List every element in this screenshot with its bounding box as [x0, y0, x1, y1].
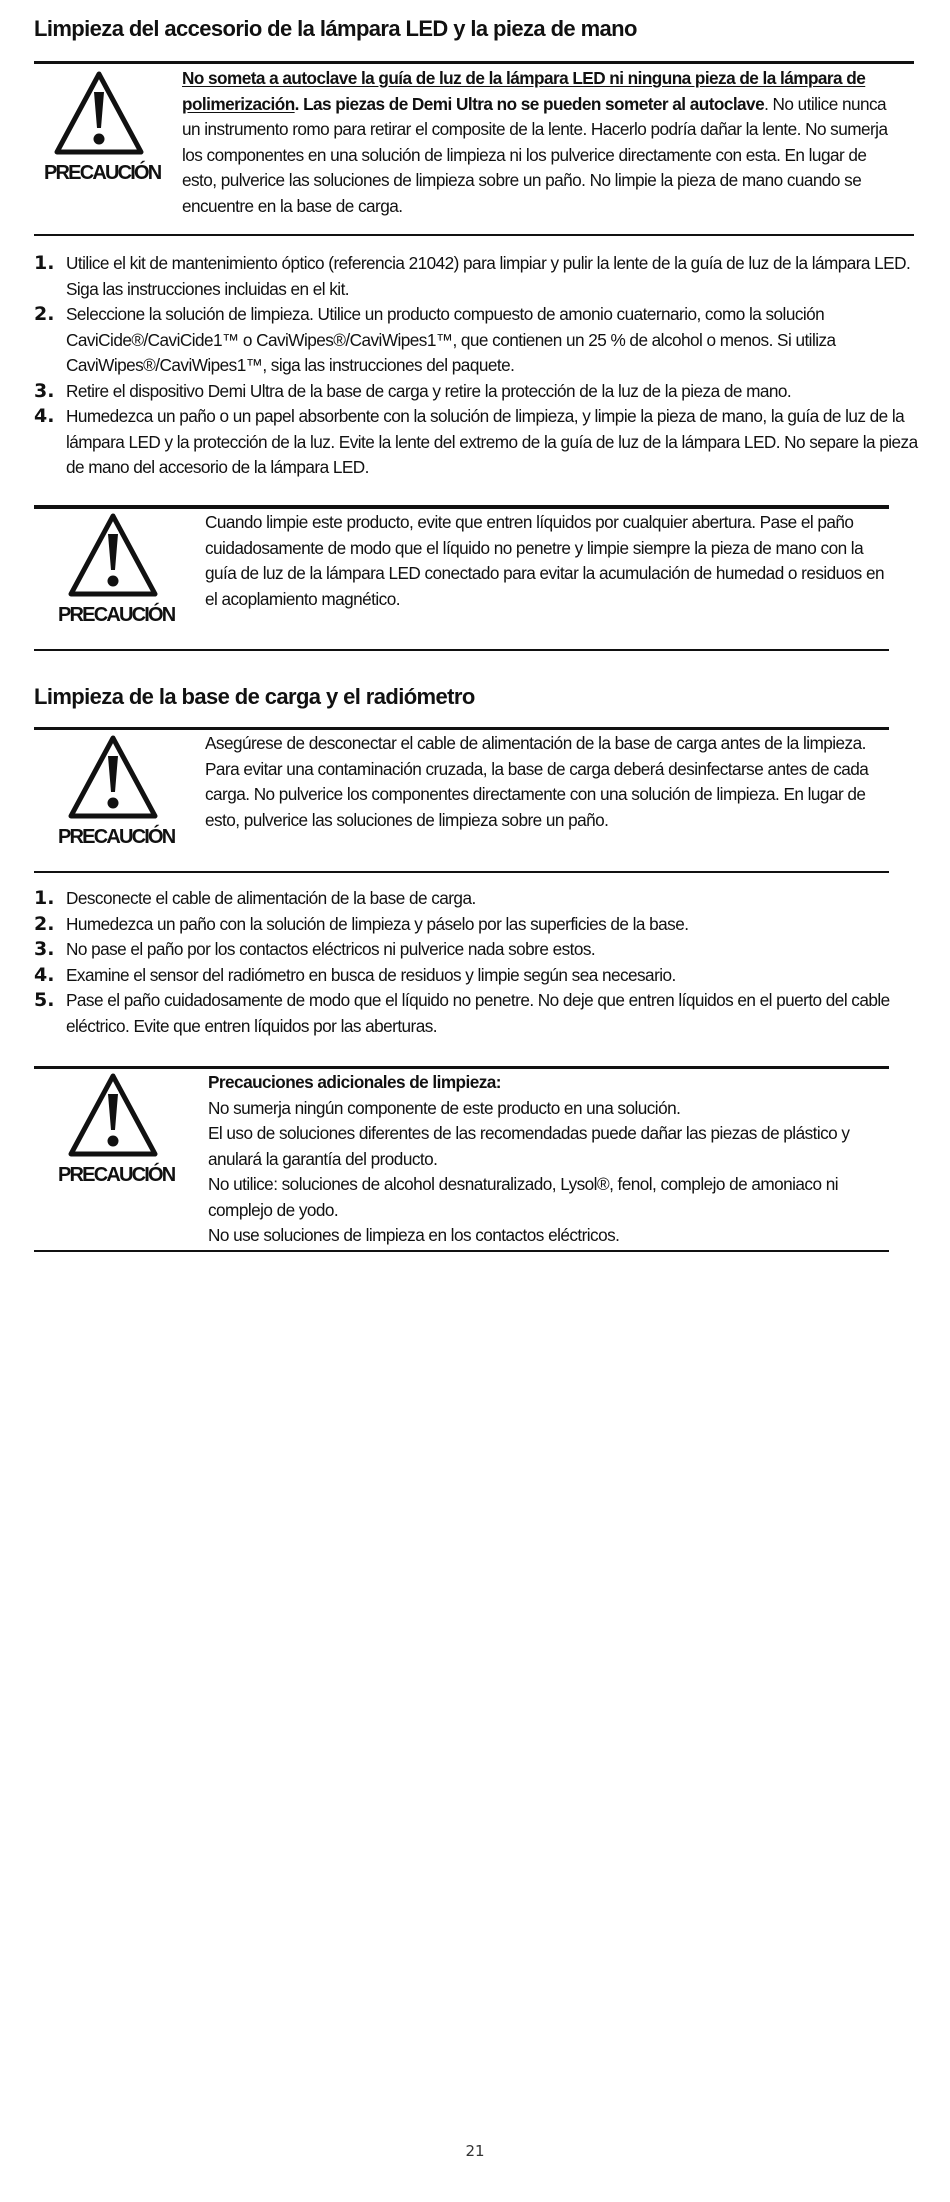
warning-triangle-icon	[51, 68, 147, 160]
caution-block-1-icon	[44, 68, 161, 185]
divider	[34, 1066, 889, 1069]
caution-line: No sumerja ningún componente de este producto en una solución.	[208, 1097, 681, 1118]
divider	[34, 649, 889, 651]
divider	[34, 871, 889, 873]
caution-line: No use soluciones de limpieza en los contactos eléctricos.	[208, 1225, 620, 1245]
list-item: 4. Humedezca un paño o un papel absorbente con la solución de limpieza, y limpie la pieza de mano, la guía de luz de la lámpara LED y la protección de la luz. Evite la lente del extremo de la guía de luz de la lámpara LED. No separe la pieza de mano del accesorio de la lámpara LED.	[34, 405, 918, 477]
caution-text-1	[182, 66, 902, 219]
led-cleaning-steps	[34, 251, 924, 481]
divider	[34, 505, 889, 509]
caution-label: PRECAUCIÓN	[58, 1164, 175, 1186]
list-item: 3. Retire el dispositivo Demi Ultra de la base de carga y retire la protección de la luz de la pieza de mano.	[34, 379, 792, 402]
page-number: 21	[465, 2142, 485, 2160]
list-item: 1. Desconecte el cable de alimentación de la base de carga.	[34, 887, 476, 909]
divider	[34, 61, 914, 64]
divider	[34, 727, 889, 730]
list-item: 2. Humedezca un paño con la solución de limpieza y páselo por las superficies de la base.	[34, 912, 689, 935]
divider	[34, 234, 914, 236]
caution-label: PRECAUCIÓN	[58, 826, 175, 848]
caution-line: No utilice: soluciones de alcohol desnaturalizado, Lysol®, fenol, complejo de amoniaco ni complejo de yodo.	[208, 1174, 838, 1220]
caution-text-2: Cuando limpie este producto, evite que entren líquidos por cualquier abertura. Pase el paño cuidadosamente de modo que el líquido no penetre y limpie siempre la pieza de mano con la guía de luz de la lámpara LED conectado para evitar la acumulación de humedad o residuos en el acoplamiento magnético.	[205, 512, 884, 609]
list-item: 1. Utilice el kit de mantenimiento óptico (referencia 21042) para limpiar y pulir la lente de la guía de luz de la lámpara LED. Siga las instrucciones incluidas en el kit.	[34, 252, 911, 299]
caution-block-2-icon	[58, 510, 175, 627]
caution-line: El uso de soluciones diferentes de las recomendadas puede dañar las piezas de plástico y anulará la garantía del producto.	[208, 1123, 850, 1169]
caution-label: PRECAUCIÓN	[44, 162, 161, 184]
caution-heading: Precauciones adicionales de limpieza:	[208, 1072, 501, 1092]
caution-label: PRECAUCIÓN	[58, 604, 175, 626]
section-title-led: Limpieza del accesorio de la lámpara LED y la pieza de mano	[34, 16, 637, 41]
caution-block-4-icon	[58, 1070, 175, 1187]
warning-triangle-icon	[65, 510, 161, 602]
list-item: 3. No pase el paño por los contactos eléctricos ni pulverice nada sobre estos.	[34, 938, 596, 960]
section-title-base: Limpieza de la base de carga y el radiómetro	[34, 684, 475, 709]
caution-text-4	[208, 1070, 888, 1249]
list-item: 5. Pase el paño cuidadosamente de modo que el líquido no penetre. No deje que entren líquidos en el puerto del cable eléctrico. Evite que entren líquidos por las aberturas.	[34, 989, 890, 1036]
list-item: 4. Examine el sensor del radiómetro en busca de residuos y limpie según sea necesario.	[34, 963, 676, 986]
base-cleaning-steps	[34, 886, 914, 1039]
caution-bold: . Las piezas de Demi Ultra no se pueden someter al autoclave	[294, 93, 765, 114]
warning-triangle-icon	[65, 1070, 161, 1162]
caution-bold-underlined: No someta a autoclave la guía de luz de la lámpara LED ni ninguna pieza de la lámpara de polimerización	[182, 68, 866, 114]
list-item: 2. Seleccione la solución de limpieza. Utilice un producto compuesto de amonio cuaternario, como la solución CaviCide®/CaviCide1™ o CaviWipes®/CaviWipes1™, que contienen un 25 % de alcohol o menos. Si utiliza CaviWipes®/CaviWipes1™, siga las instrucciones del paquete.	[34, 303, 836, 375]
caution-block-3-icon	[58, 732, 175, 849]
caution-body: . No utilice nunca un instrumento romo para retirar el composite de la lente. Hacerlo podría dañar la lente. No sumerja los componentes en una solución de limpieza ni los pulverice directamente con esta. En lugar de esto, pulverice las soluciones de limpieza sobre un paño. No limpie la pieza de mano cuando se encuentre en la base de carga.	[182, 93, 888, 216]
warning-triangle-icon	[65, 732, 161, 824]
caution-text-3: Asegúrese de desconectar el cable de alimentación de la base de carga antes de la limpieza. Para evitar una contaminación cruzada, la base de carga deberá desinfectarse antes de cada carga. No pulverice los componentes directamente con una solución de limpieza. En lugar de esto, pulverice las soluciones de limpieza sobre un paño.	[205, 733, 869, 830]
divider	[34, 1250, 889, 1252]
